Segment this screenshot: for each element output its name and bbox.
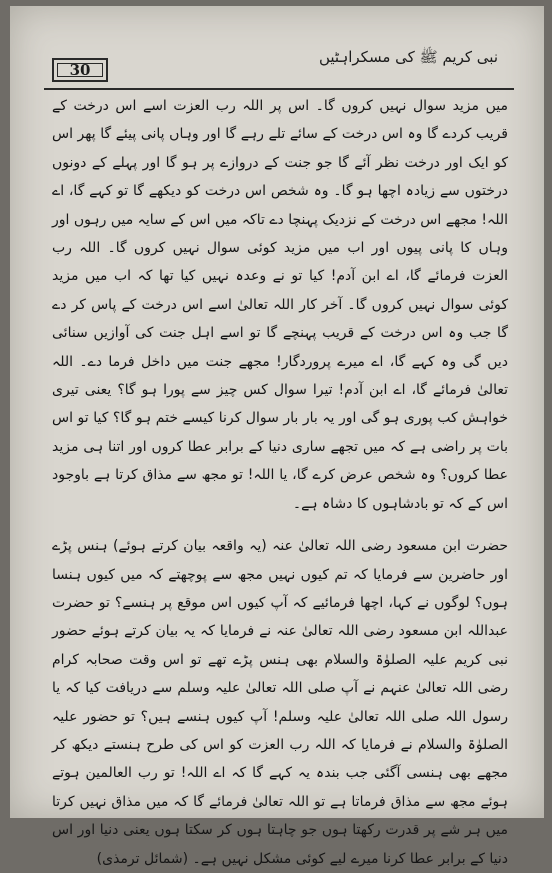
page-body	[52, 92, 508, 873]
page-header	[44, 46, 514, 86]
page-number: 30	[52, 58, 108, 82]
running-title: نبی کریم ﷺ کی مسکراہٹیں	[318, 48, 498, 66]
book-page	[10, 6, 544, 867]
paragraph-1: میں مزید سوال نہیں کروں گا۔ اس پر اللہ رب العزت اسے اس درخت کے قریب کردے گا وہ اس درخت کے سائے تلے رہے گا اور وہاں پانی پیئے گا پھر اس کو ایک اور درخت نظر آئے گا جو جنت کے دروازے پر ہو گا اور پہلے کے دونوں درختوں سے زیادہ اچھا ہو گا۔ وہ شخص اس درخت کو دیکھے گا تو کہے گا، اے اللہ! مجھے اس درخت کے نزدیک پہنچا دے تاکہ میں اس کے سایہ میں رہوں اور وہاں کا پانی پیوں اور اب میں مزید کوئی سوال نہیں کروں گا۔ اللہ رب العزت فرمائے گا، اے ابن آدم! کیا تو نے وعدہ نہیں کیا تھا کہ اب میں مزید کوئی سوال نہیں کروں گا۔ آخر کار اللہ تعالیٰ اسے اس درخت کے پاس کر دے گا جب وہ اس درخت کے قریب پہنچے گا تو اسے اہل جنت کی آوازیں سنائی دیں گی وہ کہے گا، اے میرے پروردگار! مجھے جنت میں داخل فرما دے۔ اللہ تعالیٰ فرمائے گا، اے ابن آدم! تیرا سوال کس چیز سے پورا ہو گا؟ یعنی تیری خواہش کب پوری ہو گی اور یہ بار بار سوال کرنا کیسے ختم ہو گا؟ کیا تو اس بات پر راضی ہے کہ میں تجھے ساری دنیا کے برابر عطا کروں اور اتنا ہی مزید عطا کروں؟ وہ شخص عرض کرے گا، یا اللہ! تو مجھ سے مذاق کرتا ہے باوجود اس کے کہ تو بادشاہوں کا دشاہ ہے۔	[52, 98, 508, 512]
paragraph-2: حضرت ابن مسعود رضی اللہ تعالیٰ عنہ (یہ واقعہ بیان کرتے ہوئے) ہنس پڑے اور حاضرین سے فرمایا کہ تم کیوں نہیں مجھ سے پوچھتے کہ میں کیوں ہنسا ہوں؟ لوگوں نے کہا، اچھا فرمائیے کہ آپ کیوں اس موقع پر ہنسے؟ تو حضرت عبداللہ ابن مسعود رضی اللہ تعالیٰ عنہ نے فرمایا کہ یہ بیان کرتے ہوئے حضور نبی کریم علیہ الصلوٰۃ والسلام بھی ہنس پڑے تھے تو اس وقت صحابہ کرام رضی اللہ تعالیٰ عنہم نے آپ صلی اللہ تعالیٰ علیہ وسلم سے دریافت کیا کہ یا رسول اللہ صلی اللہ تعالیٰ علیہ وسلم! آپ کیوں ہنسے ہیں؟ تو حضور علیہ الصلوٰۃ والسلام نے فرمایا کہ اللہ رب العزت کو اس کی طرح ہنستے دیکھ کر مجھے بھی ہنسی آگئی جب بندہ یہ کہے گا کہ اے اللہ! تو رب العالمین ہوتے ہوئے مجھ سے مذاق فرماتا ہے تو اللہ تعالیٰ فرمائے گا کہ میں مذاق نہیں کرتا میں ہر شے پر قدرت رکھتا ہوں جو چاہتا ہوں کر سکتا ہوں یعنی دنیا اور اس دنیا کے برابر عطا کرنا میرے لیے کوئی مشکل نہیں ہے۔ (شمائل ترمذی)	[52, 538, 508, 867]
header-rule	[44, 88, 514, 90]
